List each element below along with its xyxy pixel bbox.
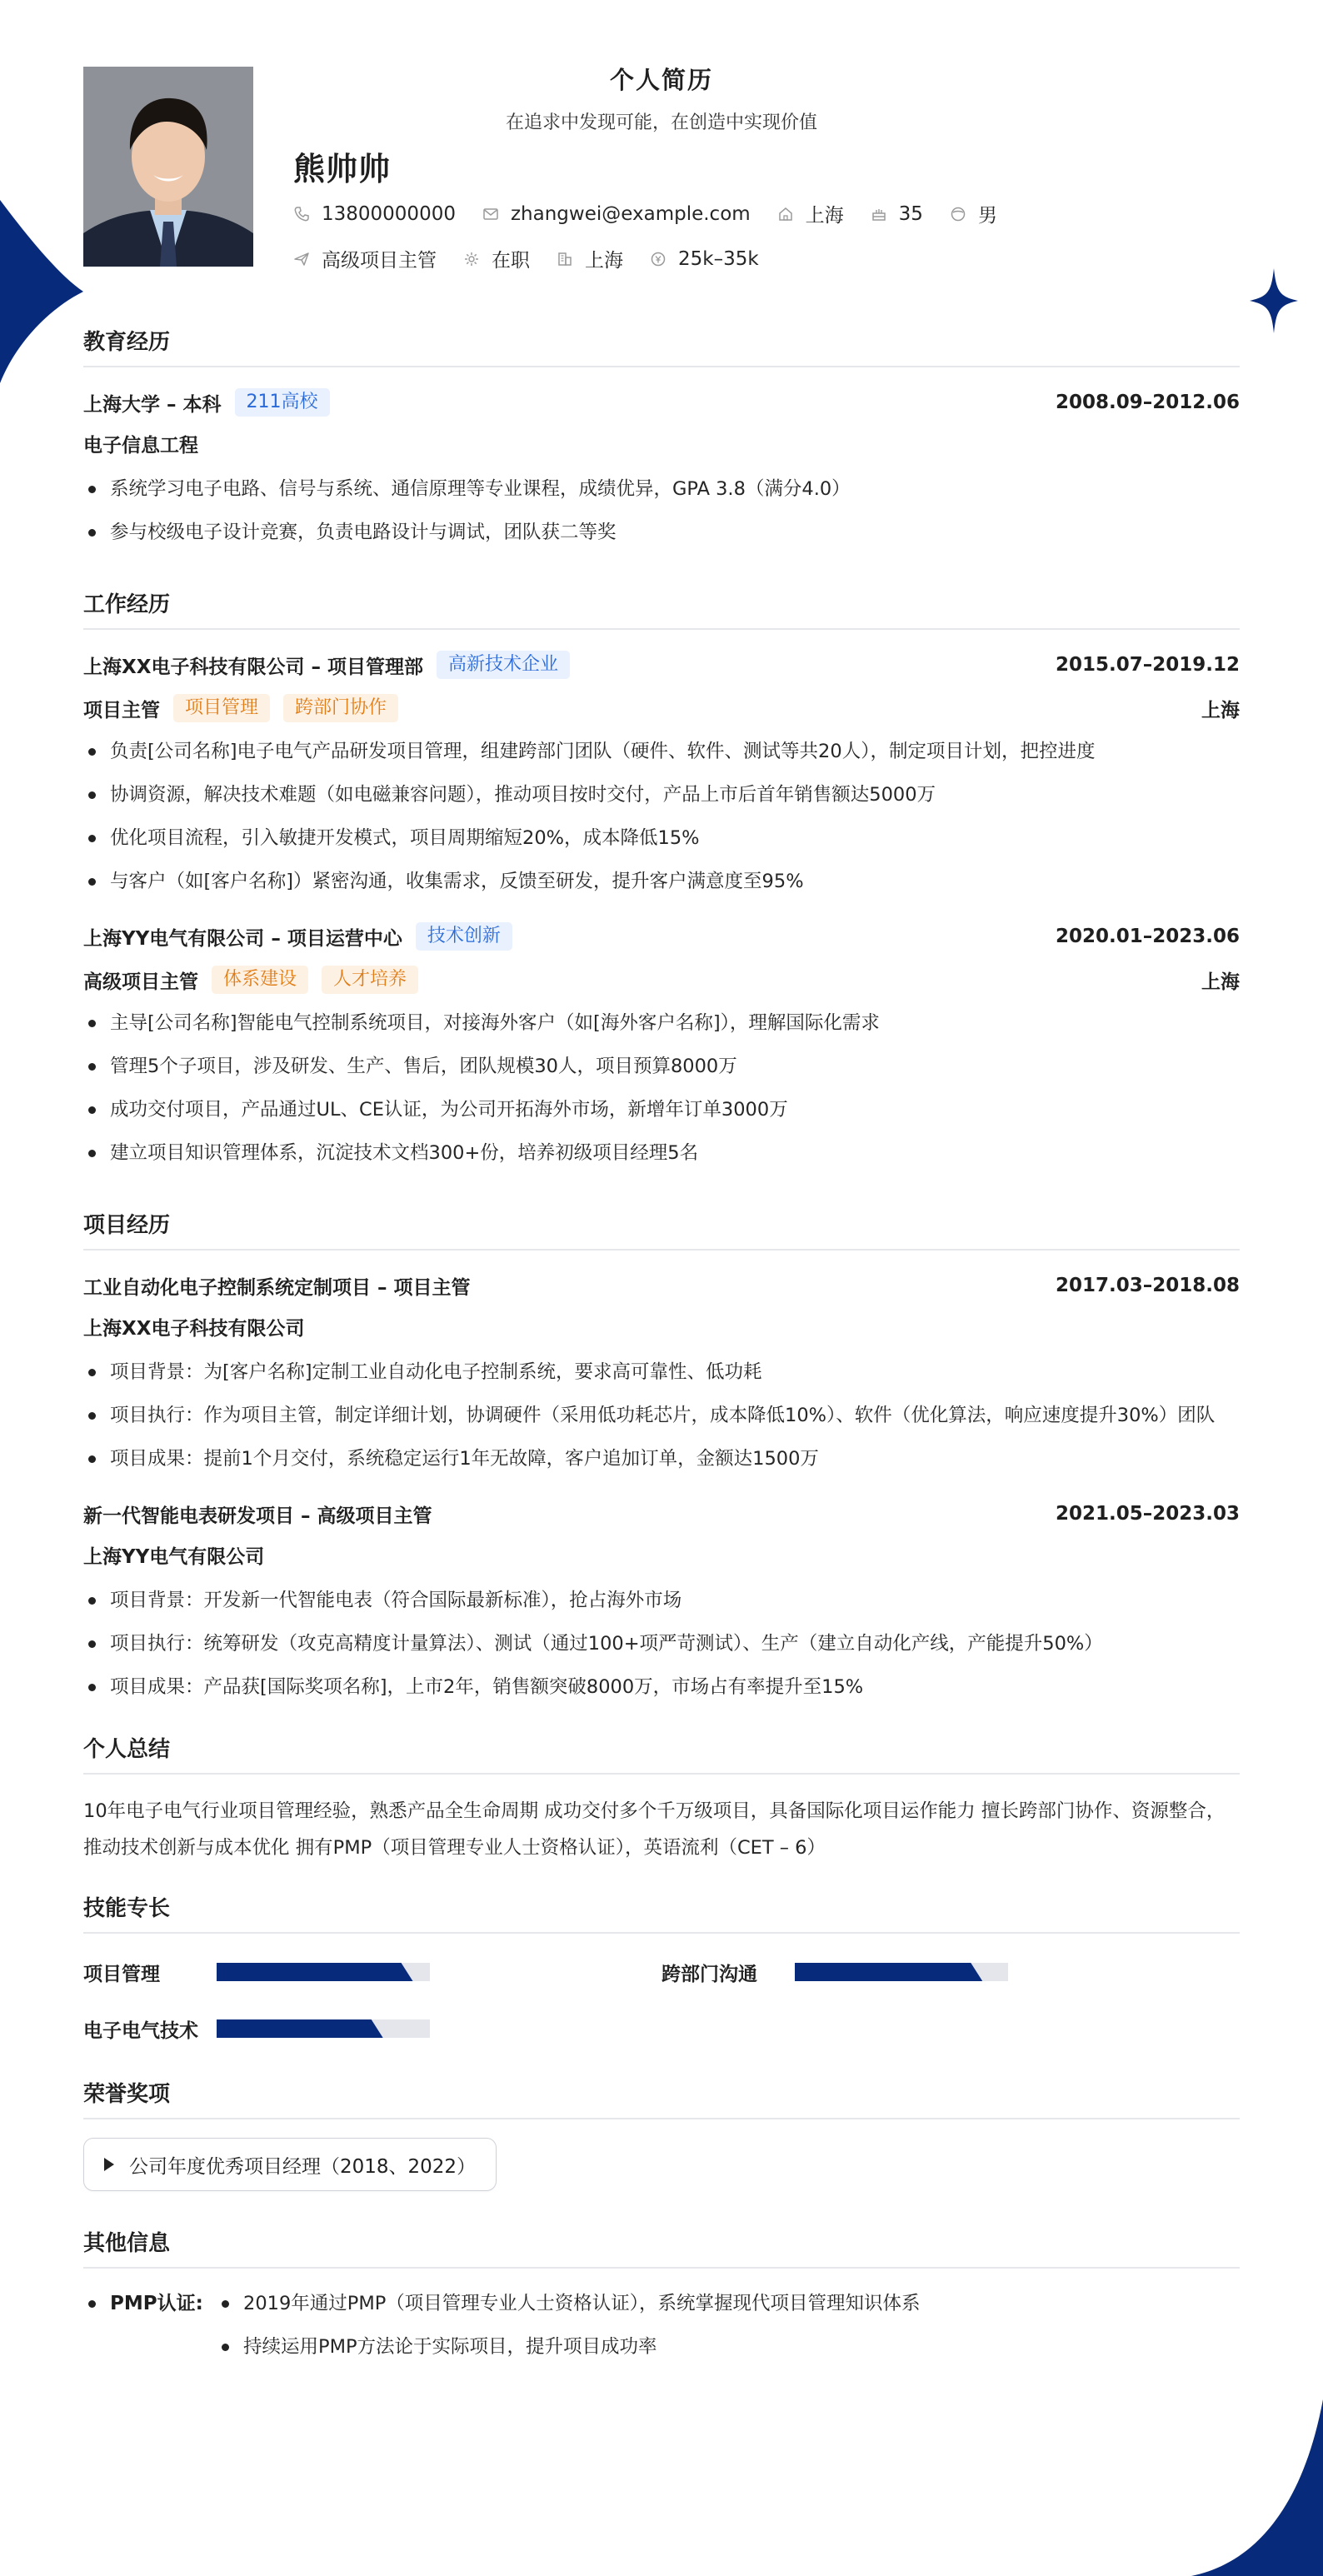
skill-level-bar	[217, 1963, 430, 1981]
project-entry	[83, 1497, 1240, 1704]
gender-value: 男	[977, 205, 997, 227]
profile-photo	[83, 67, 253, 267]
mail-icon	[482, 206, 499, 222]
person-icon	[950, 206, 966, 222]
target-city-info	[557, 245, 623, 272]
list-item: 协调资源，解决技术难题（如电磁兼容问题），推动项目按时交付，产品上市后首年销售额达5000万	[83, 778, 1240, 811]
skill-level-bar	[795, 1963, 1008, 1981]
list-item: 项目成果：提前1个月交付，系统稳定运行1年无故障，客户追加订单，金额达1500万	[83, 1442, 1240, 1475]
skills-section	[83, 1891, 1240, 2065]
caret-right-icon	[104, 2158, 114, 2171]
home-city: 上海	[805, 205, 844, 227]
section-heading: 教育经历	[83, 325, 1240, 367]
work-entry	[83, 648, 1240, 898]
other-section	[83, 2226, 1240, 2374]
cake-icon	[871, 206, 887, 222]
skill-name: 项目管理	[83, 1963, 160, 1985]
home-icon	[777, 206, 794, 222]
other-label: PMP认证:	[83, 2287, 217, 2374]
section-heading: 技能专长	[83, 1891, 1240, 1934]
work-section	[83, 587, 1240, 1170]
job-role: 高级项目主管	[83, 971, 198, 993]
list-item: 项目背景：开发新一代智能电表（符合国际最新标准），抢占海外市场	[83, 1584, 1240, 1617]
list-item: 项目执行：作为项目主管，制定详细计划，协调硬件（采用低功耗芯片，成本降低10%）、软件（优化算法，响应速度提升30%）团队	[83, 1399, 1240, 1432]
age-info	[871, 203, 923, 225]
skill-item	[83, 2009, 662, 2049]
phone-icon	[293, 206, 310, 222]
project-entry	[83, 1269, 1240, 1475]
gear-icon	[463, 251, 480, 267]
skill-name: 电子电气技术	[83, 2019, 198, 2042]
company-name: 上海YY电气有限公司 – 项目运营中心	[83, 927, 402, 950]
award-item[interactable]	[83, 2138, 497, 2191]
company-name: 上海XX电子科技有限公司 – 项目管理部	[83, 656, 423, 678]
contact-info-row	[293, 200, 1024, 227]
building-icon	[557, 251, 573, 267]
list-item: 建立项目知识管理体系，沉淀技术文档300+份，培养初级项目经理5名	[83, 1136, 1240, 1170]
job-role: 项目主管	[83, 699, 160, 721]
project-title: 工业自动化电子控制系统定制项目 – 项目主管	[83, 1276, 471, 1299]
resume-page	[83, 50, 1240, 2374]
honors-section	[83, 2077, 1240, 2214]
list-item: 项目成果：产品获[国际奖项名称]，上市2年，销售额突破8000万，市场占有率提升至15%	[83, 1670, 1240, 1704]
school-name: 上海大学 – 本科	[83, 393, 222, 416]
document-title: 个人简历	[609, 66, 713, 94]
salary-range: 25k–35k	[678, 247, 759, 270]
email-address: zhangwei@example.com	[510, 202, 751, 225]
project-company: 上海XX电子科技有限公司	[83, 1318, 305, 1340]
target-position: 高级项目主管	[322, 250, 437, 272]
send-icon	[293, 251, 310, 267]
role-tag: 跨部门协作	[283, 694, 398, 722]
section-heading: 荣誉奖项	[83, 2077, 1240, 2119]
job-intent-row	[293, 245, 786, 272]
phone-info	[293, 203, 456, 225]
summary-section	[83, 1732, 1240, 1866]
work-location: 上海	[1201, 699, 1240, 721]
motto: 在追求中发现可能，在创造中实现价值	[505, 112, 817, 133]
school-tag: 211高校	[235, 388, 330, 417]
resume-header	[83, 50, 1240, 300]
project-period: 2017.03–2018.08	[1055, 1275, 1240, 1296]
skill-level-bar	[217, 2019, 430, 2038]
section-heading: 个人总结	[83, 1732, 1240, 1775]
bottom-right-wave-decoration	[1191, 2399, 1323, 2576]
list-item: 主导[公司名称]智能电气控制系统项目，对接海外客户（如[海外客户名称]），理解国际化需求	[83, 1006, 1240, 1040]
project-title: 新一代智能电表研发项目 – 高级项目主管	[83, 1505, 432, 1527]
salary-info	[650, 248, 759, 270]
work-location: 上海	[1201, 971, 1240, 993]
summary-text: 10年电子电气行业项目管理经验，熟悉产品全生命周期 成功交付多个千万级项目，具备国际化项目运作能力 擅长跨部门协作、资源整合，推动技术创新与成本优化 拥有PMP（项目管理专业人士资格认证），英语流利（CET – 6）	[83, 1800, 1226, 1859]
email-info	[482, 203, 751, 225]
project-period: 2021.05–2023.03	[1055, 1503, 1240, 1525]
work-entry	[83, 920, 1240, 1170]
list-item: 项目执行：统筹研发（攻克高精度计量算法）、测试（通过100+项严苛测试）、生产（建立自动化产线，产能提升50%）	[83, 1627, 1240, 1660]
skill-level-fill	[795, 1963, 982, 1981]
projects-section	[83, 1208, 1240, 1704]
role-tag: 体系建设	[212, 966, 308, 994]
age-value: 35	[898, 202, 923, 225]
education-entry	[83, 386, 1240, 549]
list-item: 2019年通过PMP（项目管理专业人士资格认证），系统掌握现代项目管理知识体系	[217, 2287, 1240, 2320]
education-period: 2008.09–2012.06	[1055, 392, 1240, 413]
company-tag: 高新技术企业	[437, 651, 570, 679]
list-item: 成功交付项目，产品通过UL、CE认证，为公司开拓海外市场，新增年订单3000万	[83, 1093, 1240, 1126]
section-heading: 其他信息	[83, 2226, 1240, 2269]
work-period: 2020.01–2023.06	[1055, 926, 1240, 947]
list-item: 持续运用PMP方法论于实际项目，提升项目成功率	[217, 2330, 1240, 2364]
phone-number: 13800000000	[322, 202, 456, 225]
skill-item	[83, 1952, 662, 1992]
list-item: 系统学习电子电路、信号与系统、通信原理等专业课程，成绩优异，GPA 3.8（满分4.0）	[83, 472, 1240, 506]
sparkle-star-icon	[1250, 268, 1298, 333]
skill-level-fill	[217, 1963, 413, 1981]
work-period: 2015.07–2019.12	[1055, 654, 1240, 676]
list-item: 项目背景：为[客户名称]定制工业自动化电子控制系统，要求高可靠性、低功耗	[83, 1355, 1240, 1389]
coin-icon	[650, 251, 666, 267]
skill-item	[662, 1952, 1240, 1992]
target-city: 上海	[585, 250, 623, 272]
list-item: 优化项目流程，引入敏捷开发模式，项目周期缩短20%，成本降低15%	[83, 821, 1240, 855]
home-city-info	[777, 200, 844, 227]
target-position-info	[293, 245, 437, 272]
candidate-name: 熊帅帅	[293, 151, 392, 187]
gender-info	[950, 200, 997, 227]
company-tag: 技术创新	[416, 922, 512, 951]
list-item: 参与校级电子设计竞赛，负责电路设计与调试，团队获二等奖	[83, 516, 1240, 549]
role-tag: 人才培养	[322, 966, 418, 994]
major-name: 电子信息工程	[83, 435, 198, 457]
job-status: 在职	[492, 250, 530, 272]
role-tag: 项目管理	[173, 694, 270, 722]
list-item: 负责[公司名称]电子电气产品研发项目管理，组建跨部门团队（硬件、软件、测试等共20人），制定项目计划，把控进度	[83, 735, 1240, 768]
award-label: 公司年度优秀项目经理（2018、2022）	[129, 2155, 477, 2178]
skill-name: 跨部门沟通	[662, 1963, 757, 1985]
section-heading: 项目经历	[83, 1208, 1240, 1251]
skill-level-fill	[217, 2019, 383, 2038]
education-section	[83, 325, 1240, 549]
list-item: 管理5个子项目，涉及研发、生产、售后，团队规模30人，项目预算8000万	[83, 1050, 1240, 1083]
section-heading: 工作经历	[83, 587, 1240, 630]
project-company: 上海YY电气有限公司	[83, 1546, 265, 1568]
job-status-info	[463, 245, 530, 272]
list-item: 与客户（如[客户名称]）紧密沟通，收集需求，反馈至研发，提升客户满意度至95%	[83, 865, 1240, 898]
